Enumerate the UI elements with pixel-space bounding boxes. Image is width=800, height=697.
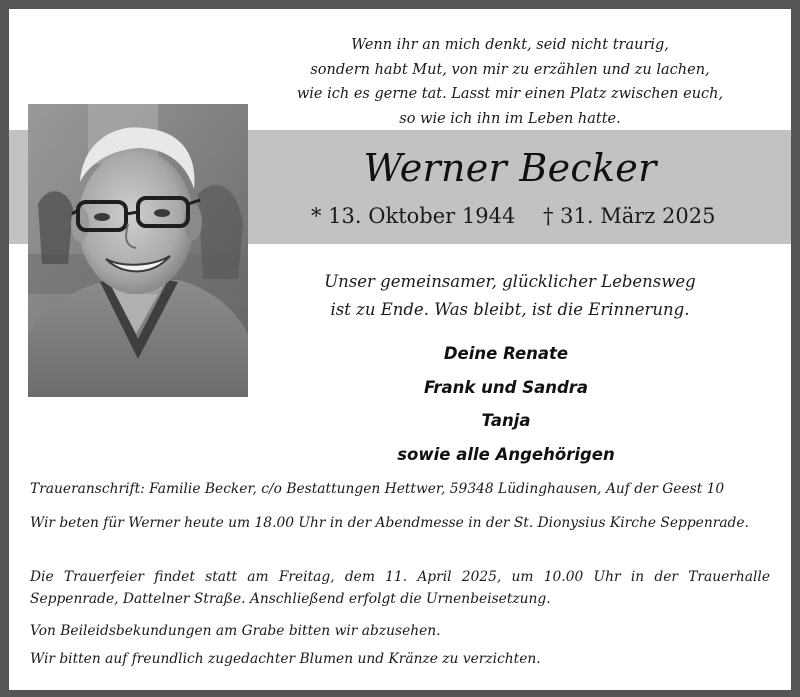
mourner-name: Frank und Sandra	[423, 377, 589, 397]
poem-line: so wie ich ihn im Leben hatte.	[399, 110, 621, 127]
mourning-address	[30, 478, 770, 500]
mourners-list	[336, 337, 676, 471]
mourning-address-text: Traueranschrift: Familie Becker, c/o Bestattungen Hettwer, 59348 Lüdinghausen, Auf der Geest 10	[30, 481, 725, 497]
memorial-message	[280, 268, 740, 324]
mourner-name: sowie alle Angehörigen	[397, 444, 615, 464]
death-date: † 31. März 2025	[543, 204, 716, 228]
flowers-notice: Wir bitten auf freundlich zugedachter Blumen und Kränze zu verzichten.	[30, 651, 541, 667]
message-line: Unser gemeinsamer, glücklicher Lebensweg	[324, 272, 696, 291]
poem-line: Wenn ihr an mich denkt, seid nicht traurig,	[351, 37, 669, 53]
poem-line: wie ich es gerne tat. Lasst mir einen Platz zwischen euch,	[296, 86, 724, 102]
ceremony-notice: Die Trauerfeier findet statt am Freitag, dem 11. April 2025, um 10.00 Uhr in der Trauerhalle Seppenrade, Dattelner Straße. Anschließend erfolgt die Urnenbeisetzung.	[30, 569, 770, 607]
mourner-name: Tanja	[481, 411, 531, 430]
birth-date: * 13. Oktober 1944	[311, 204, 516, 228]
poem	[280, 33, 740, 131]
poem-line: sondern habt Mut, von mir zu erzählen und zu lachen,	[310, 61, 710, 78]
mourner-name: Deine Renate	[443, 344, 569, 363]
message-line: ist zu Ende. Was bleibt, ist die Erinnerung.	[330, 300, 690, 319]
condolence-notice: Von Beileidsbekundungen am Grabe bitten wir abzusehen.	[30, 623, 441, 639]
deceased-name: Werner Becker	[363, 146, 657, 190]
mass-notice: Wir beten für Werner heute um 18.00 Uhr in der Abendmesse in der St. Dionysius Kirche Seppenrade.	[30, 515, 749, 531]
portrait-photo	[28, 104, 248, 397]
